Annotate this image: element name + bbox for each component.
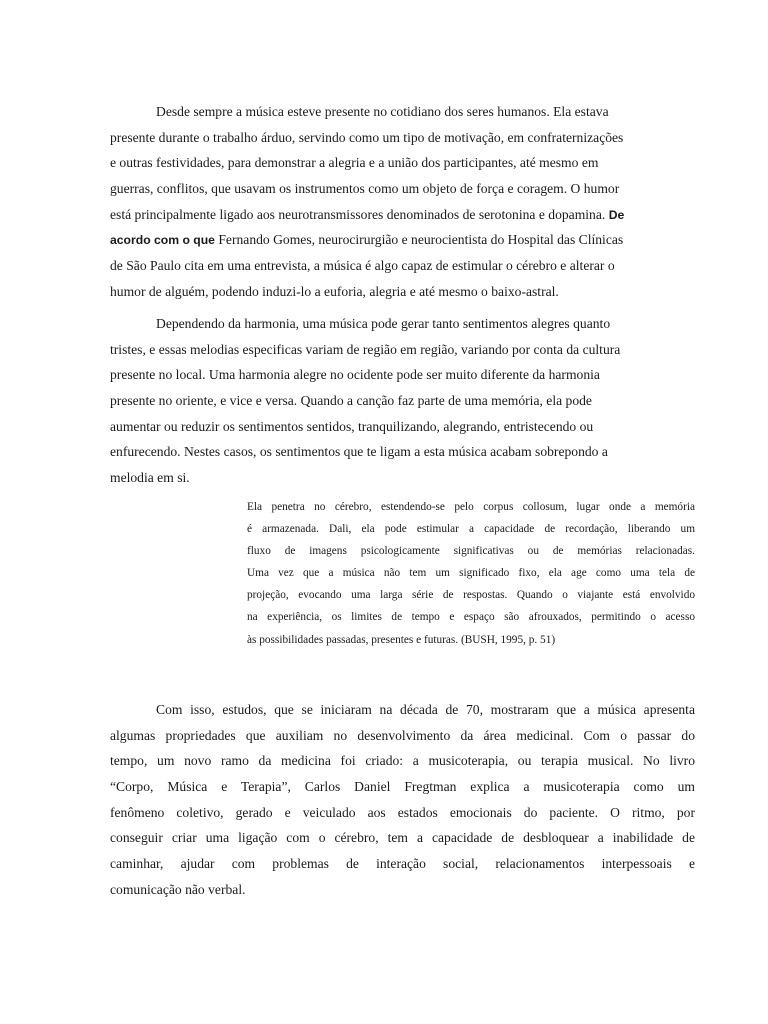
quote-line: na experiência, os limites de tempo e espaço são afrouxados, permitindo o acesso (247, 611, 695, 624)
paragraph-1 (110, 99, 624, 305)
quote-line: projeção, evocando uma larga série de respostas. Quando o viajante está envolvido (247, 589, 695, 602)
paragraph-1-line: presente durante o trabalho árduo, servindo como um tipo de motivação, em confraternizações (110, 129, 624, 145)
paragraph-3-line: algumas propriedades que auxiliam no desenvolvimento da área medicinal. Com o passar do (110, 727, 695, 743)
bold-fragment: acordo com o que (110, 233, 215, 248)
paragraph-1-line: humor de alguém, podendo induzi-lo a euforia, alegria e até mesmo o baixo-astral. (110, 283, 559, 299)
paragraph-2-line: presente no oriente, e vice e versa. Quando a canção faz parte de uma memória, ela pode (110, 393, 592, 409)
paragraph-1-line: guerras, conflitos, que usavam os instrumentos como um objeto de força e coragem. O humor (110, 181, 620, 197)
paragraph-2-line: presente no local. Uma harmonia alegre no ocidente pode ser muito diferente da harmonia (110, 367, 600, 383)
paragraph-3-line: fenômeno coletivo, gerado e veiculado aos estados emocionais do paciente. O ritmo, por (110, 804, 695, 820)
paragraph-2-line: tristes, e essas melodias especificas variam de região em região, variando por conta da cultura (110, 341, 621, 357)
paragraph-2 (110, 311, 620, 491)
quote-line: fluxo de imagens psicologicamente significativas ou de memórias relacionadas. (247, 545, 695, 558)
paragraph-3-line: “Corpo, Música e Terapia”, Carlos Daniel Fregtman explica a musicoterapia como um (110, 779, 695, 795)
paragraph-3-line: tempo, um novo ramo da medicina foi criado: a musicoterapia, ou terapia musical. No livro (110, 753, 695, 769)
quote-line: Ela penetra no cérebro, estendendo-se pelo corpus collosum, lugar onde a memória (247, 501, 695, 513)
paragraph-1-line: e outras festividades, para demonstrar a alegria e a união dos participantes, até mesmo em (110, 155, 599, 171)
paragraph-3-line: comunicação não verbal. (110, 881, 246, 897)
paragraph-1-line-text: está principalmente ligado aos neurotransmissores denominados de serotonina e dopamina. (110, 206, 606, 222)
paragraph-2-line: aumentar ou reduzir os sentimentos sentidos, tranquilizando, alegrando, entristecendo ou (110, 418, 594, 434)
paragraph-1-line: de São Paulo cita em uma entrevista, a música é algo capaz de estimular o cérebro e alterar o (110, 258, 615, 274)
paragraph-3-line: caminhar, ajudar com problemas de interação social, relacionamentos interpessoais e (110, 856, 695, 872)
quote-line: Uma vez que a música não tem um significado fixo, ela age como uma tela de (247, 567, 695, 580)
quote-line: é armazenada. Dali, ela pode estimular a capacidade de recordação, liberando um (247, 523, 695, 536)
paragraph-3 (110, 697, 695, 903)
paragraph-1-line (110, 227, 624, 253)
paragraph-1-line: Desde sempre a música esteve presente no cotidiano dos seres humanos. Ela estava (156, 104, 609, 119)
paragraph-1-line-text: Fernando Gomes, neurocirurgião e neurocientista do Hospital das Clínicas (214, 232, 624, 248)
paragraph-3-line: Com isso, estudos, que se iniciaram na década de 70, mostraram que a música apresenta (156, 702, 695, 717)
block-quote (247, 496, 695, 651)
paragraph-2-line: enfurecendo. Nestes casos, os sentimentos que te ligam a esta música acabam sobrepondo a (110, 444, 608, 460)
paragraph-1-line (110, 202, 624, 228)
paragraph-3-line: conseguir criar uma ligação com o cérebro, tem a capacidade de desbloquear a inabilidade de (110, 830, 695, 846)
bold-fragment: De (608, 207, 625, 222)
paragraph-2-line: Dependendo da harmonia, uma música pode gerar tanto sentimentos alegres quanto (156, 316, 611, 331)
quote-line: às possibilidades passadas, presentes e futuras. (BUSH, 1995, p. 51) (247, 633, 556, 646)
paragraph-2-line: melodia em si. (110, 470, 190, 486)
